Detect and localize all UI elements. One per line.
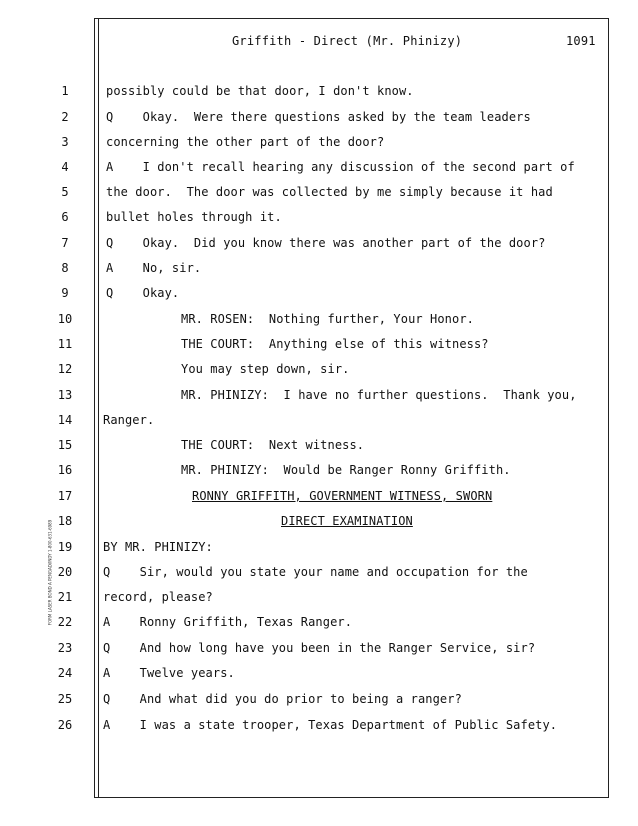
transcript-line: THE COURT: Anything else of this witness? (181, 337, 489, 351)
left-margin-rule-inner (98, 18, 99, 797)
line-number: 7 (61, 236, 69, 250)
transcript-line: record, please? (103, 590, 213, 604)
line-number: 14 (57, 413, 73, 427)
left-margin-rule-outer (94, 18, 95, 797)
page-header (0, 34, 638, 50)
examination-heading: DIRECT EXAMINATION (281, 514, 413, 528)
line-number: 9 (61, 286, 69, 300)
transcript-line: bullet holes through it. (106, 210, 282, 224)
line-number: 12 (57, 362, 73, 376)
transcript-line: MR. ROSEN: Nothing further, Your Honor. (181, 312, 474, 326)
line-number: 4 (61, 160, 69, 174)
transcript-line: A No, sir. (106, 261, 202, 275)
line-number: 2 (61, 110, 69, 124)
line-number: 21 (57, 590, 73, 604)
line-number: 8 (61, 261, 69, 275)
side-stamp: FORM LASER BOND A PENGAD/INDY 1-800-631-6989 (47, 519, 53, 626)
line-number: 22 (57, 615, 73, 629)
line-number: 20 (57, 565, 73, 579)
transcript-line: the door. The door was collected by me simply because it had (106, 185, 553, 199)
line-number: 13 (57, 388, 73, 402)
line-number: 17 (57, 489, 73, 503)
transcript-line: Q Sir, would you state your name and occupation for the (103, 565, 528, 579)
line-number: 16 (57, 463, 73, 477)
line-number: 25 (57, 692, 73, 706)
transcript-line: MR. PHINIZY: Would be Ranger Ronny Griffith. (181, 463, 511, 477)
line-number: 19 (57, 540, 73, 554)
header-title: Griffith - Direct (Mr. Phinizy) (232, 34, 463, 48)
line-number: 1 (61, 84, 69, 98)
line-number: 24 (57, 666, 73, 680)
transcript-line: MR. PHINIZY: I have no further questions. Thank you, (181, 388, 577, 402)
transcript-line: BY MR. PHINIZY: (103, 540, 213, 554)
transcript-line: A Ronny Griffith, Texas Ranger. (103, 615, 353, 629)
transcript-line: A I don't recall hearing any discussion of the second part of (106, 160, 575, 174)
transcript-line: possibly could be that door, I don't know. (106, 84, 414, 98)
line-number: 11 (57, 337, 73, 351)
line-number: 10 (57, 312, 73, 326)
witness-heading: RONNY GRIFFITH, GOVERNMENT WITNESS, SWORN (192, 489, 493, 503)
transcript-line: A Twelve years. (103, 666, 235, 680)
transcript-line: You may step down, sir. (181, 362, 350, 376)
line-number: 18 (57, 514, 73, 528)
transcript-line: Q And how long have you been in the Ranger Service, sir? (103, 641, 536, 655)
line-number: 3 (61, 135, 69, 149)
page-number: 1091 (566, 34, 596, 48)
transcript-line: concerning the other part of the door? (106, 135, 385, 149)
line-number: 6 (61, 210, 69, 224)
transcript-line: Q Okay. Were there questions asked by the team leaders (106, 110, 531, 124)
transcript-line: A I was a state trooper, Texas Department of Public Safety. (103, 718, 558, 732)
line-number: 26 (57, 718, 73, 732)
line-number: 23 (57, 641, 73, 655)
transcript-line: Ranger. (103, 413, 155, 427)
line-number: 5 (61, 185, 69, 199)
transcript-line: Q Okay. Did you know there was another part of the door? (106, 236, 546, 250)
transcript-line: Q And what did you do prior to being a ranger? (103, 692, 462, 706)
transcript-line: THE COURT: Next witness. (181, 438, 365, 452)
line-number: 15 (57, 438, 73, 452)
transcript-line: Q Okay. (106, 286, 180, 300)
